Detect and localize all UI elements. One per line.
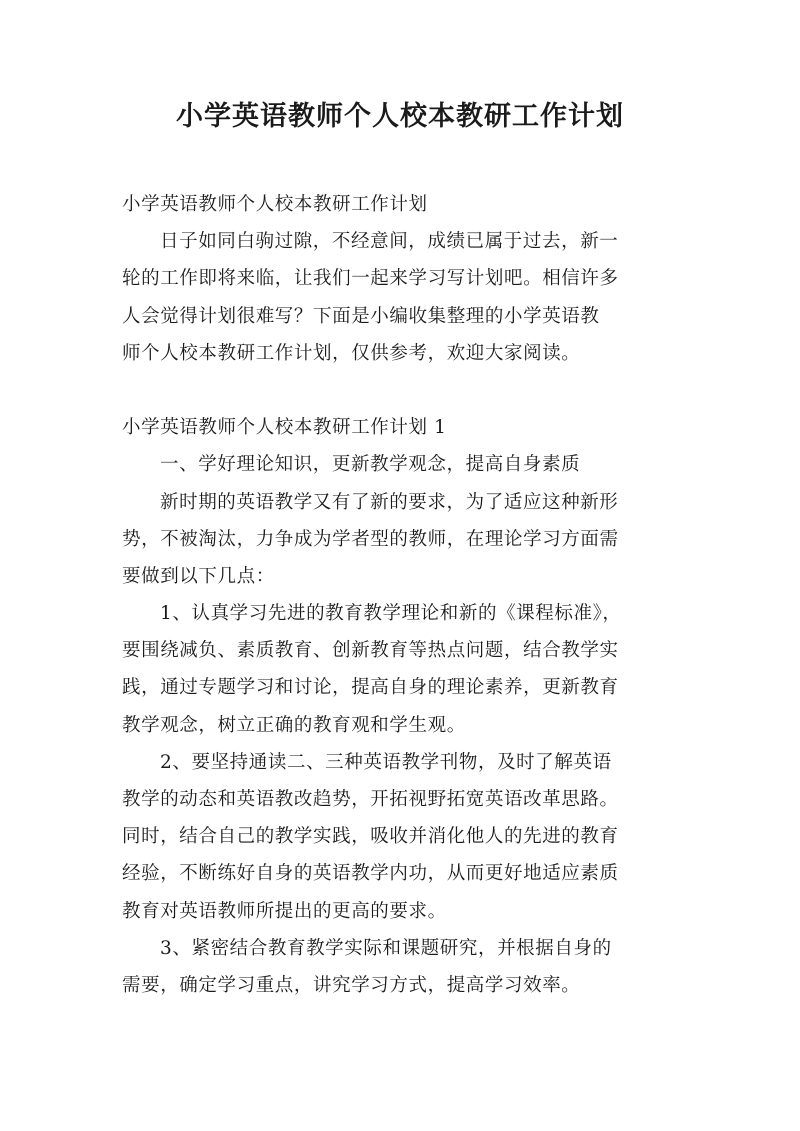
intro-line: 人会觉得计划很难写？下面是小编收集整理的小学英语教 <box>122 305 600 327</box>
list-item-line: 经验，不断练好自身的英语教学内功，从而更好地适应素质 <box>122 863 619 885</box>
list-item-line: 教学的动态和英语教改趋势，开拓视野拓宽英语改革思路。 <box>122 789 619 810</box>
list-item-line: 教育对英语教师所提出的更高的要求。 <box>122 900 447 922</box>
intro-paragraph <box>122 223 684 372</box>
list-item-line: 教学观念，树立正确的教育观和学生观。 <box>122 714 466 736</box>
list-item-line: 2、要坚持通读二、三种英语教学刊物，及时了解英语 <box>160 751 612 773</box>
list-item-line: 3、紧密结合教育教学实际和课题研究，并根据自身的 <box>160 937 612 959</box>
intro-line: 师个人校本教研工作计划，仅供参考，欢迎大家阅读。 <box>122 342 581 364</box>
paragraph-line: 势，不被淘汰，力争成为学者型的教师，在理论学习方面需 <box>122 528 619 550</box>
document-body <box>122 186 684 1004</box>
intro-line: 轮的工作即将来临，让我们一起来学习写计划吧。相信许多 <box>122 268 619 290</box>
document-title: 小学英语教师个人校本教研工作计划 <box>176 101 624 132</box>
document-subtitle: 小学英语教师个人校本教研工作计划 <box>122 194 428 215</box>
paragraph-spacer <box>122 372 684 409</box>
intro-line: 日子如同白驹过隙，不经意间，成绩已属于过去，新一 <box>160 231 619 253</box>
paragraph-line: 要做到以下几点： <box>122 565 275 587</box>
paragraph-line: 新时期的英语教学又有了新的要求，为了适应这种新形 <box>160 491 619 513</box>
list-item-line: 需要，确定学习重点，讲究学习方式，提高学习效率。 <box>122 974 581 996</box>
list-item-3 <box>122 930 684 1004</box>
list-item-2 <box>122 744 684 930</box>
list-item-line: 要围绕减负、素质教育、创新教育等热点问题，结合教学实 <box>122 640 619 662</box>
list-item-line: 践，通过专题学习和讨论，提高自身的理论素养，更新教育 <box>122 677 619 699</box>
paragraph-1 <box>122 484 684 596</box>
list-item-1 <box>122 595 684 744</box>
list-item-line: 同时，结合自己的教学实践，吸收并消化他人的先进的教育 <box>122 826 619 848</box>
section-heading: 小学英语教师个人校本教研工作计划 1 <box>122 417 447 439</box>
list-item-line: 1、认真学习先进的教育教学理论和新的《课程标准》， <box>160 603 622 625</box>
point-heading: 一、学好理论知识，更新教学观念，提高自身素质 <box>160 454 581 476</box>
